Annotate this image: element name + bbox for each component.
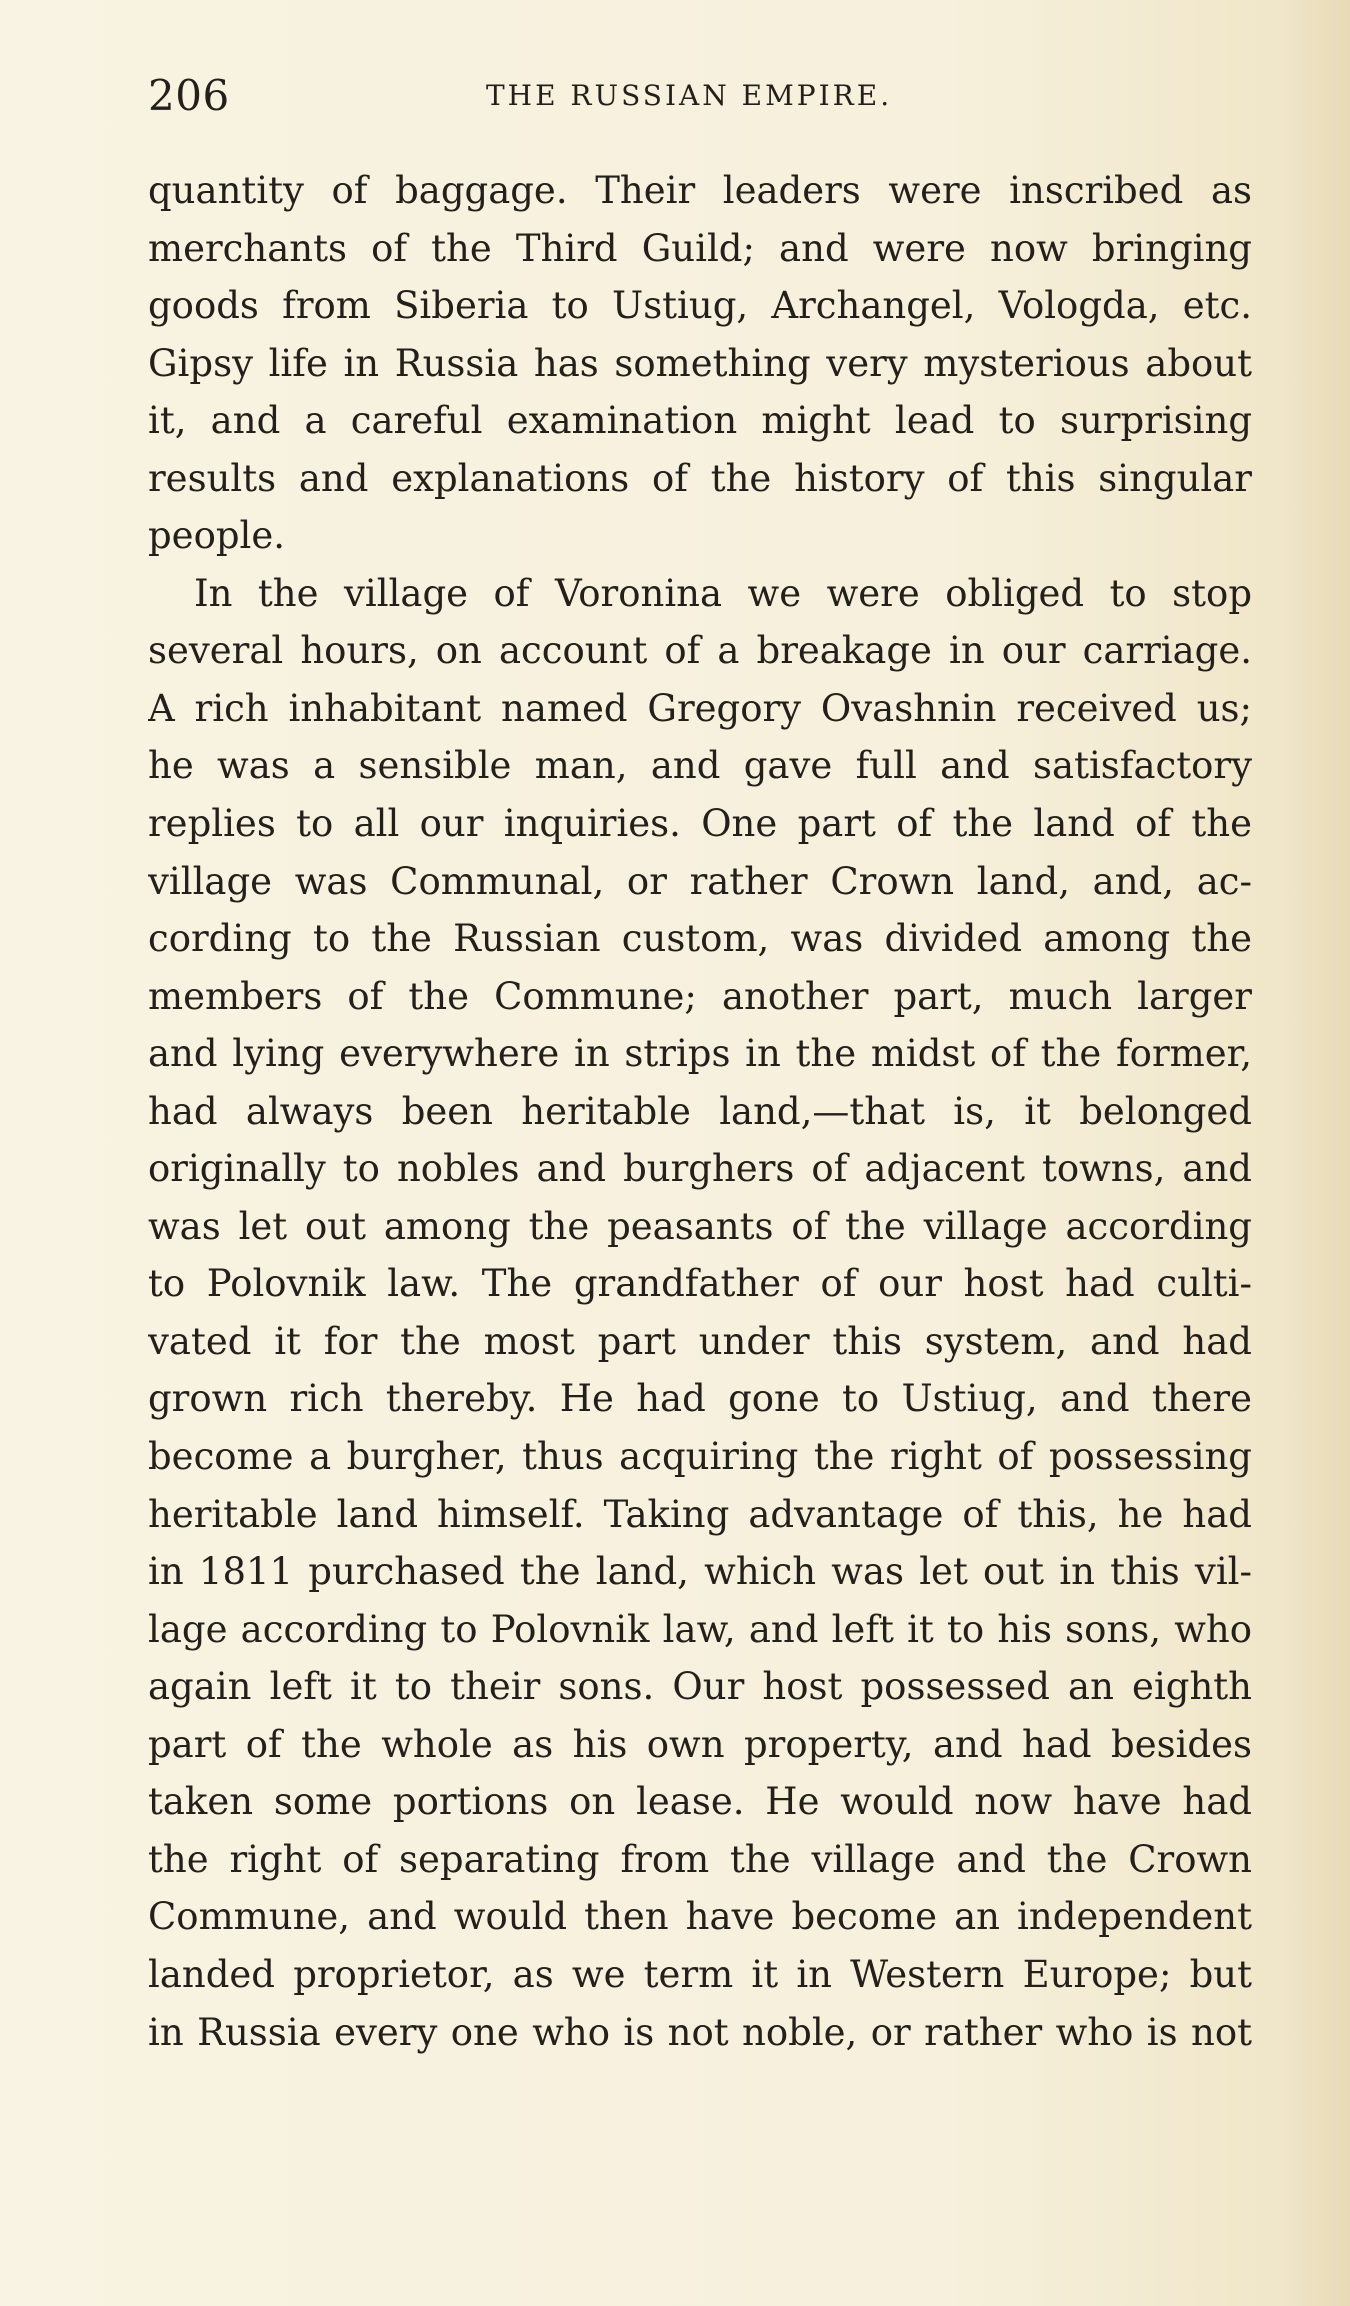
- text-line: village was Communal, or rather Crown land, and, ac-: [148, 859, 1252, 903]
- text-line: goods from Siberia to Ustiug, Archangel, Vologda, etc.: [148, 284, 1252, 328]
- text-line: had always been heritable land,—that is, it belonged: [148, 1089, 1252, 1133]
- text-line: several hours, on account of a breakage in our carriage.: [148, 629, 1252, 673]
- text-line: quantity of baggage. Their leaders were inscribed as: [148, 169, 1252, 212]
- text-line: members of the Commune; another part, much larger: [148, 974, 1252, 1018]
- text-line: Commune, and would then have become an independent: [148, 1895, 1252, 1939]
- text-line: replies to all our inquiries. One part of the land of the: [148, 802, 1252, 846]
- text-line: merchants of the Third Guild; and were now bringing: [148, 226, 1252, 270]
- running-title: THE RUSSIAN EMPIRE.: [486, 79, 893, 112]
- body-text: [148, 162, 1252, 2061]
- text-line: in Russia every one who is not noble, or rather who is not: [148, 2010, 1252, 2054]
- text-line: heritable land himself. Taking advantage of this, he had: [148, 1492, 1252, 1536]
- text-line: it, and a careful examination might lead to surprising: [148, 399, 1252, 443]
- text-line: originally to nobles and burghers of adjacent towns, and: [148, 1147, 1252, 1191]
- paragraph-start-line: In the village of Voronina we were obliged to stop: [194, 571, 1252, 615]
- text-line: again left it to their sons. Our host possessed an eighth: [148, 1665, 1252, 1709]
- text-line: A rich inhabitant named Gregory Ovashnin received us;: [148, 686, 1252, 730]
- text-line: become a burgher, thus acquiring the right of possessing: [148, 1435, 1252, 1479]
- text-line: the right of separating from the village and the Crown: [148, 1837, 1252, 1881]
- text-line: and lying everywhere in strips in the midst of the former,: [148, 1032, 1252, 1076]
- text-line: lage according to Polovnik law, and left it to his sons, who: [148, 1607, 1252, 1651]
- text-line: to Polovnik law. The grandfather of our host had culti-: [148, 1262, 1252, 1306]
- text-line: in 1811 purchased the land, which was let out in this vil-: [148, 1550, 1252, 1594]
- text-line: cording to the Russian custom, was divided among the: [148, 917, 1252, 961]
- text-line: Gipsy life in Russia has something very mysterious about: [148, 341, 1252, 385]
- running-head: [148, 68, 1252, 124]
- text-line: vated it for the most part under this system, and had: [148, 1319, 1252, 1363]
- text-line: taken some portions on lease. He would now have had: [148, 1780, 1252, 1824]
- text-line: was let out among the peasants of the village according: [148, 1204, 1252, 1248]
- text-line: he was a sensible man, and gave full and satisfactory: [148, 744, 1252, 788]
- text-line: results and explanations of the history of this singular: [148, 456, 1252, 500]
- text-line: people.: [148, 514, 286, 558]
- page-number: 206: [148, 71, 230, 120]
- text-line: landed proprietor, as we term it in Western Europe; but: [148, 1952, 1252, 1996]
- text-line: part of the whole as his own property, and had besides: [148, 1722, 1252, 1766]
- page-edge-shadow: [1280, 0, 1350, 2306]
- text-line: grown rich thereby. He had gone to Ustiug, and there: [148, 1377, 1252, 1421]
